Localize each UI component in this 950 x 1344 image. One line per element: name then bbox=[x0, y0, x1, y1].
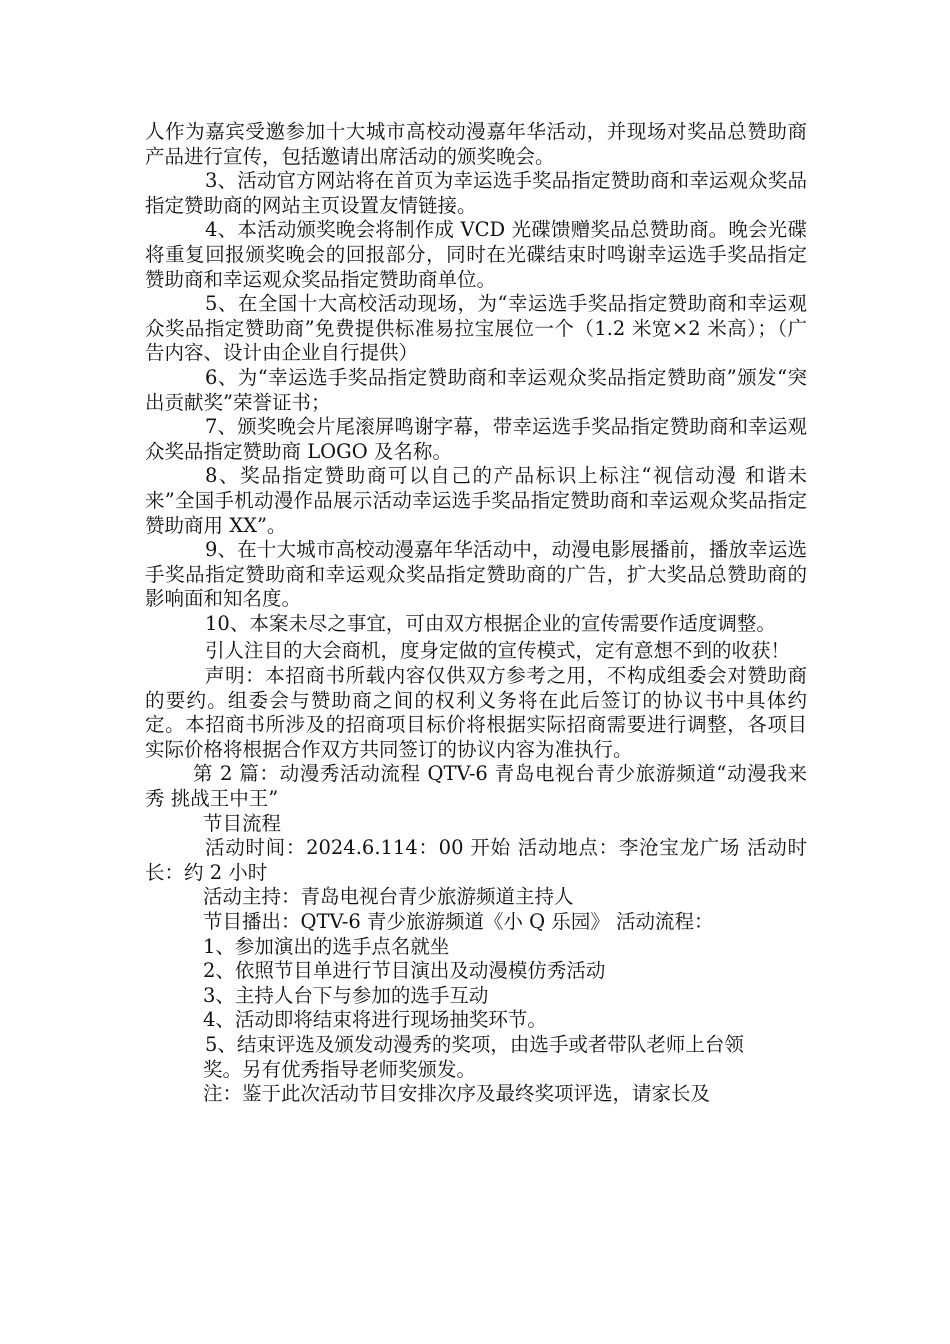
event-broadcast: 节目播出：QTV-6 青少旅游频道《小 Q 乐园》 活动流程： bbox=[203, 910, 714, 933]
flow-step-4: 4、活动即将结束将进行现场抽奖环节。 bbox=[203, 1008, 547, 1032]
paragraph-intro: 人作为嘉宾受邀参加十大城市高校动漫嘉年华活动，并现场对奖品总赞助商产品进行宣传，包括邀请出席活动的颁奖晚会。 bbox=[145, 120, 807, 168]
flow-step-5-continued: 奖。另有优秀指导老师奖颁发。 bbox=[203, 1057, 477, 1081]
paragraph-item-5: 5、在全国十大高校活动现场，为“幸运选手奖品指定赞助商和幸运观众奖品指定赞助商”免费提供标准易拉宝展位一个（1.2 米宽×2 米高）；（广告内容、设计由企业自行提供） bbox=[145, 292, 807, 365]
note-paragraph: 注：鉴于此次活动节目安排次序及最终奖项评选，请家长及 bbox=[203, 1082, 711, 1106]
flow-step-2: 2、依照节目单进行节目演出及动漫模仿秀活动 bbox=[203, 959, 606, 983]
paragraph-item-9: 9、在十大城市高校动漫嘉年华活动中，动漫电影展播前，播放幸运选手奖品指定赞助商和幸运观众奖品指定赞助商的广告，扩大奖品总赞助商的影响面和知名度。 bbox=[145, 538, 807, 611]
flow-step-1: 1、参加演出的选手点名就坐 bbox=[203, 934, 450, 958]
event-host: 活动主持：青岛电视台青少旅游频道主持人 bbox=[203, 885, 574, 909]
flow-step-3: 3、主持人台下与参加的选手互动 bbox=[203, 983, 489, 1007]
paragraph-statement: 声明：本招商书所载内容仅供双方参考之用，不构成组委会对赞助商的要约。组委会与赞助商之间的权利义务将在此后签订的协议书中具体约定。本招商书所涉及的招商项目标价将根据实际招商需要进行调整，各项目实际价格将根据合作双方共同签订的协议内容为准执行。 bbox=[145, 664, 807, 761]
event-time-location: 活动时间：2024.6.114：00 开始 活动地点：李沧宝龙广场 活动时长：约 2 小时 bbox=[145, 836, 807, 884]
flow-step-5: 5、结束评选及颁发动漫秀的奖项，由选手或者带队老师上台领 bbox=[205, 1032, 744, 1056]
paragraph-item-10: 10、本案未尽之事宜，可由双方根据企业的宣传需要作适度调整。 bbox=[205, 611, 776, 635]
paragraph-item-3: 3、活动官方网站将在首页为幸运选手奖品指定赞助商和幸运观众奖品指定赞助商的网站主页设置友情链接。 bbox=[145, 169, 807, 217]
paragraph-slogan: 引人注目的大会商机，度身定做的宣传模式，定有意想不到的收获！ bbox=[205, 639, 791, 663]
paragraph-item-8: 8、奖品指定赞助商可以自己的产品标识上标注“视信动漫 和谐未来”全国手机动漫作品展示活动幸运选手奖品指定赞助商和幸运观众奖品指定赞助商用 XX”。 bbox=[145, 464, 807, 537]
paragraph-item-4: 4、本活动颁奖晚会将制作成 VCD 光碟馈赠奖品总赞助商。晚会光碟将重复回报颁奖晚会的回报部分，同时在光碟结束时鸣谢幸运选手奖品指定赞助商和幸运观众奖品指定赞助商单位。 bbox=[145, 218, 807, 291]
program-flow-title: 节目流程 bbox=[203, 811, 282, 835]
paragraph-item-7: 7、颁奖晚会片尾滚屏鸣谢字幕，带幸运选手奖品指定赞助商和幸运观众奖品指定赞助商 LOGO 及名称。 bbox=[145, 415, 807, 463]
document-body bbox=[145, 120, 807, 1107]
paragraph-item-6: 6、为“幸运选手奖品指定赞助商和幸运观众奖品指定赞助商”颁发“突出贡献奖”荣誉证书； bbox=[145, 365, 807, 414]
section-heading: 第 2 篇：动漫秀活动流程 QTV-6 青岛电视台青少旅游频道“动漫我来秀 挑战王中王” bbox=[145, 762, 807, 811]
